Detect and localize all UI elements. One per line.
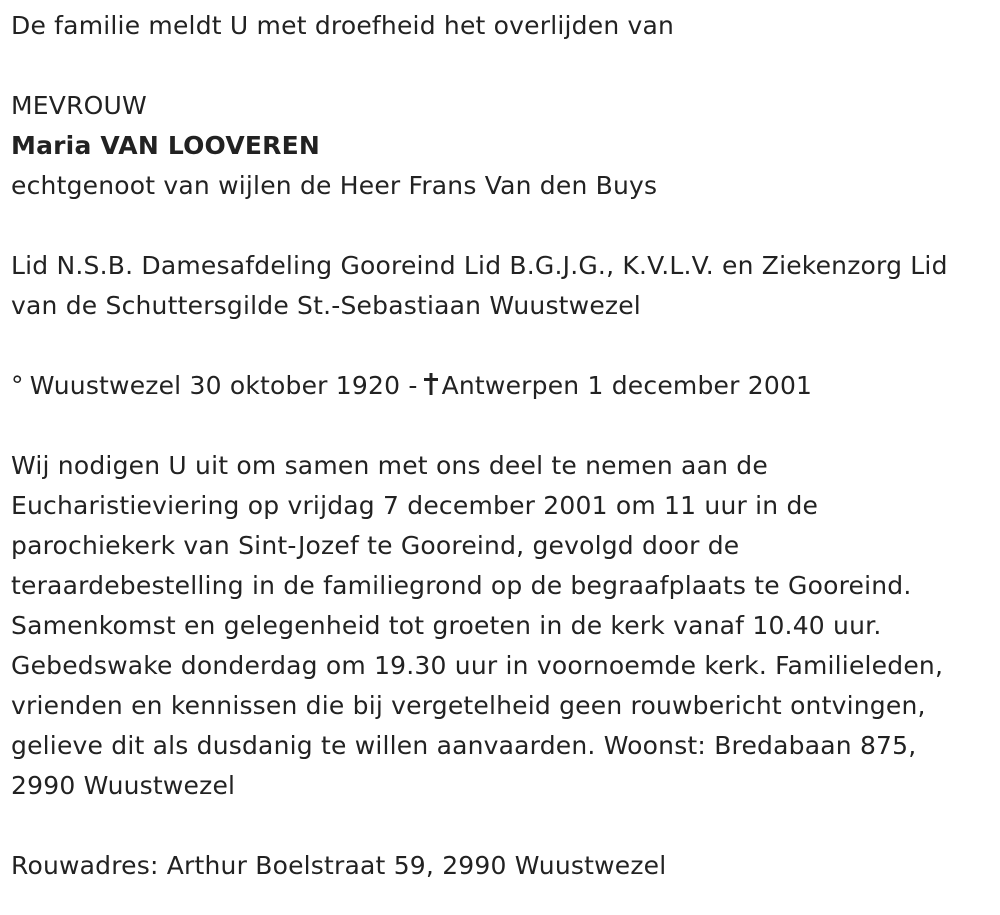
- invitation-line: teraardebestelling in de familiegrond op de begraafplaats te Gooreind.: [11, 571, 912, 600]
- invitation-line: Wij nodigen U uit om samen met ons deel te nemen aan de: [11, 451, 768, 480]
- invitation-line: Eucharistieviering op vrijdag 7 december 2001 om 11 uur in de: [11, 491, 819, 520]
- death-text: Antwerpen 1 december 2001: [441, 371, 813, 400]
- obituary-notice: [11, 6, 986, 886]
- birth-text: Wuustwezel 30 oktober 1920 -: [29, 371, 418, 400]
- membership-line: van de Schuttersgilde St.-Sebastiaan Wuustwezel: [11, 291, 641, 320]
- memberships: [11, 246, 986, 326]
- title-text: MEVROUW: [11, 91, 147, 120]
- born-symbol: °: [11, 371, 24, 400]
- invitation-line: 2990 Wuustwezel: [11, 771, 236, 800]
- intro-text: De familie meldt U met droefheid het overlijden van: [11, 11, 675, 40]
- invitation-line: Gebedswake donderdag om 19.30 uur in voornoemde kerk. Familieleden,: [11, 651, 944, 680]
- invitation-line: gelieve dit als dusdanig te willen aanvaarden. Woonst: Bredabaan 875,: [11, 731, 917, 760]
- invitation-line: Samenkomst en gelegenheid tot groeten in de kerk vanaf 10.40 uur.: [11, 611, 882, 640]
- membership-line: Lid N.S.B. Damesafdeling Gooreind Lid B.G.J.G., K.V.L.V. en Ziekenzorg Lid: [11, 251, 948, 280]
- invitation-line: vrienden en kennissen die bij vergetelheid geen rouwbericht ontvingen,: [11, 691, 926, 720]
- cross-icon: [424, 373, 438, 395]
- spouse-text: echtgenoot van wijlen de Heer Frans Van den Buys: [11, 171, 658, 200]
- mourning-address: Rouwadres: Arthur Boelstraat 59, 2990 Wuustwezel: [11, 851, 667, 880]
- life-dates: [11, 366, 986, 406]
- deceased-name: Maria VAN LOOVEREN: [11, 131, 320, 160]
- invitation-line: parochiekerk van Sint-Jozef te Gooreind, gevolgd door de: [11, 531, 740, 560]
- invitation-paragraph: [11, 446, 986, 806]
